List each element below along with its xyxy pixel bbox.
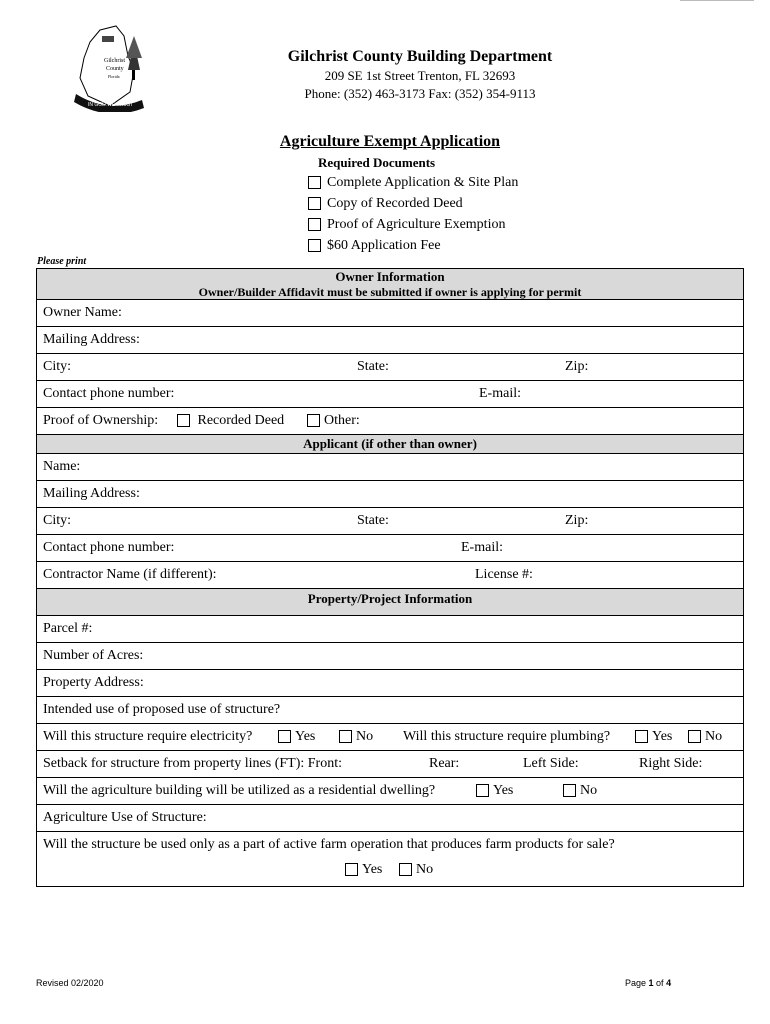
department-address: 209 SE 1st Street Trenton, FL 32693	[324, 68, 516, 83]
department-phone: Phone: (352) 463-3173 Fax: (352) 354-9113	[304, 86, 536, 101]
acres-row[interactable]	[37, 643, 743, 670]
email-label: E-mail:	[479, 386, 521, 401]
electricity-yes-option[interactable]: Yes	[278, 729, 315, 745]
intended-use-label: Intended use of proposed use of structure?	[43, 702, 281, 717]
residential-yes-option[interactable]: Yes	[476, 783, 513, 799]
license-label: License #:	[475, 567, 533, 582]
residential-row	[37, 778, 743, 805]
checkbox[interactable]	[635, 730, 648, 743]
proof-of-ownership-row	[37, 408, 743, 435]
mailing-label: Mailing Address:	[43, 486, 140, 501]
checkbox[interactable]	[688, 730, 701, 743]
checkbox[interactable]	[177, 414, 190, 427]
city-label: City:	[43, 359, 72, 374]
name-label: Name:	[43, 459, 81, 474]
farm-operation-label: Will the structure be used only as a part of active farm operation that produces farm products for sale?	[43, 837, 615, 852]
proof-label: Proof of Ownership:	[43, 413, 159, 428]
owner-name-label: Owner Name:	[43, 305, 122, 320]
svg-text:IN GOD WE TRUST: IN GOD WE TRUST	[88, 102, 134, 108]
applicant-section-header: Applicant (if other than owner)	[37, 435, 743, 454]
intended-use-row[interactable]	[37, 697, 743, 724]
svg-text:Florida: Florida	[108, 74, 120, 79]
checkbox[interactable]	[307, 414, 320, 427]
required-doc-item: Complete Application & Site Plan	[308, 172, 518, 193]
revised-date: Revised 02/2020	[36, 978, 104, 988]
parcel-label: Parcel #:	[43, 621, 93, 636]
zip-label: Zip:	[565, 359, 589, 374]
recorded-deed-option[interactable]: Recorded Deed	[177, 413, 284, 429]
farm-operation-row	[37, 832, 743, 886]
ag-use-label: Agriculture Use of Structure:	[43, 810, 207, 825]
checkbox[interactable]	[308, 239, 321, 252]
applicant-phone-row[interactable]	[37, 535, 743, 562]
page-indicator: Page 1 of 4	[625, 978, 672, 988]
checkbox[interactable]	[563, 784, 576, 797]
setback-front-label: Setback for structure from property lines (FT): Front:	[43, 756, 342, 771]
required-documents-title: Required Documents	[318, 155, 436, 170]
plumbing-label: Will this structure require plumbing?	[403, 729, 611, 744]
utilities-row	[37, 724, 743, 751]
required-doc-item: Proof of Agriculture Exemption	[308, 214, 518, 235]
top-rule	[680, 0, 754, 1]
checkbox[interactable]	[308, 218, 321, 231]
other-option[interactable]: Other:	[307, 413, 360, 429]
phone-label: Contact phone number:	[43, 540, 175, 555]
please-print-note: Please print	[37, 256, 87, 267]
farm-no-option[interactable]: No	[399, 862, 433, 878]
contractor-label: Contractor Name (if different):	[43, 567, 217, 582]
residential-no-option[interactable]: No	[563, 783, 597, 799]
required-documents-list	[308, 172, 518, 256]
checkbox[interactable]	[476, 784, 489, 797]
checkbox[interactable]	[399, 863, 412, 876]
application-form	[36, 268, 744, 887]
parcel-row[interactable]	[37, 616, 743, 643]
setback-row[interactable]	[37, 751, 743, 778]
ag-use-row[interactable]	[37, 805, 743, 832]
plumbing-yes-option[interactable]: Yes	[635, 729, 672, 745]
department-title: Gilchrist County Building Department	[287, 48, 553, 65]
required-doc-item: $60 Application Fee	[308, 235, 518, 256]
owner-subheading: Owner/Builder Affidavit must be submitted if owner is applying for permit	[198, 285, 582, 299]
setback-left-label: Left Side:	[523, 756, 579, 771]
farm-yes-option[interactable]: Yes	[345, 862, 382, 878]
applicant-mailing-row[interactable]	[37, 481, 743, 508]
owner-city-row[interactable]	[37, 354, 743, 381]
owner-name-row[interactable]	[37, 300, 743, 327]
required-doc-item: Copy of Recorded Deed	[308, 193, 518, 214]
electricity-label: Will this structure require electricity?	[43, 729, 253, 744]
plumbing-no-option[interactable]: No	[688, 729, 722, 745]
property-section-header: Property/Project Information	[37, 589, 743, 616]
applicant-city-row[interactable]	[37, 508, 743, 535]
phone-label: Contact phone number:	[43, 386, 175, 401]
applicant-name-row[interactable]	[37, 454, 743, 481]
residential-label: Will the agriculture building will be utilized as a residential dwelling?	[43, 783, 436, 798]
owner-section-header	[37, 269, 743, 300]
owner-mailing-row[interactable]	[37, 327, 743, 354]
checkbox[interactable]	[308, 176, 321, 189]
checkbox[interactable]	[345, 863, 358, 876]
property-address-row[interactable]	[37, 670, 743, 697]
county-seal-logo	[72, 22, 152, 112]
zip-label: Zip:	[565, 513, 589, 528]
checkbox[interactable]	[278, 730, 291, 743]
state-label: State:	[357, 359, 389, 374]
owner-phone-row[interactable]	[37, 381, 743, 408]
electricity-no-option[interactable]: No	[339, 729, 373, 745]
contractor-row[interactable]	[37, 562, 743, 589]
city-label: City:	[43, 513, 72, 528]
application-title: Agriculture Exempt Application	[279, 133, 501, 150]
owner-heading: Owner Information	[335, 269, 445, 284]
email-label: E-mail:	[461, 540, 503, 555]
checkbox[interactable]	[308, 197, 321, 210]
state-label: State:	[357, 513, 389, 528]
acres-label: Number of Acres:	[43, 648, 144, 663]
svg-text:County: County	[106, 66, 124, 72]
mailing-label: Mailing Address:	[43, 332, 140, 347]
setback-right-label: Right Side:	[639, 756, 703, 771]
property-address-label: Property Address:	[43, 675, 144, 690]
setback-rear-label: Rear:	[429, 756, 460, 771]
checkbox[interactable]	[339, 730, 352, 743]
svg-text:Gilchrist: Gilchrist	[104, 58, 125, 64]
